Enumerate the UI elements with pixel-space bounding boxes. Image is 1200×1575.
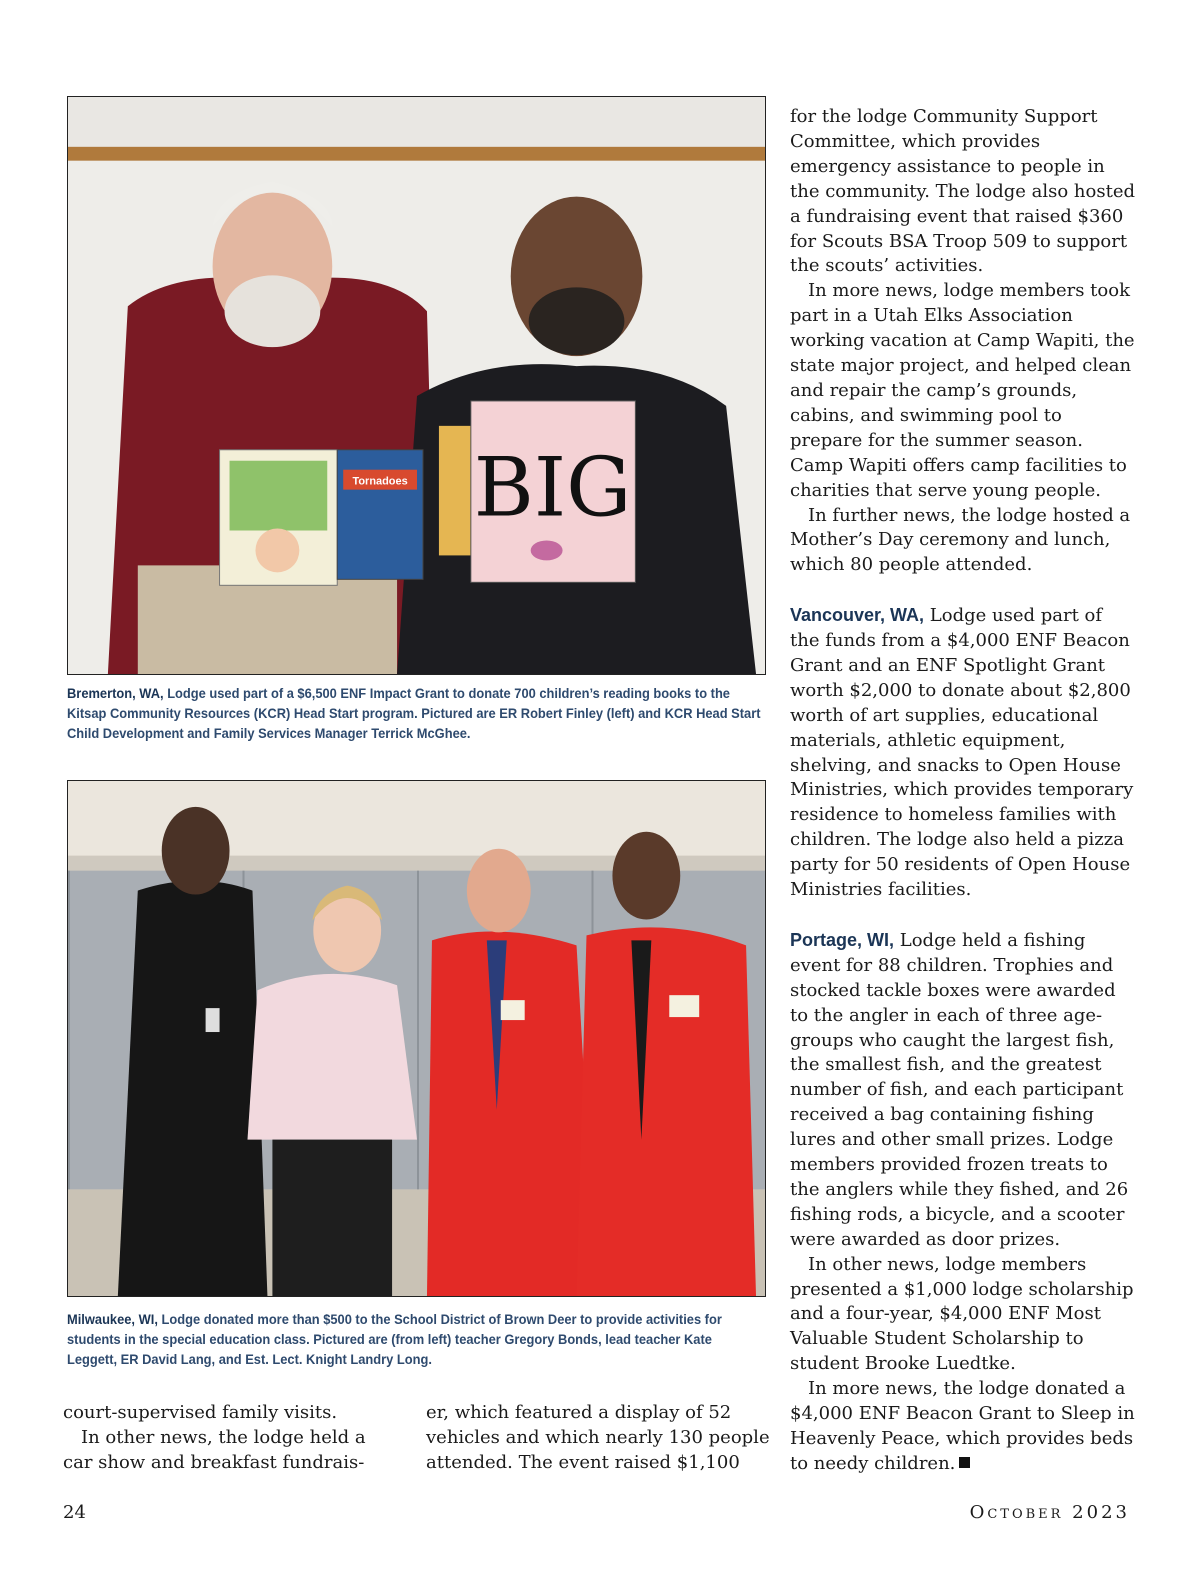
page-number: 24 bbox=[63, 1502, 86, 1523]
left-paragraph-1: court-supervised family visits. bbox=[63, 1402, 338, 1423]
end-of-article-mark bbox=[959, 1457, 970, 1468]
vancouver-paragraph bbox=[790, 603, 1135, 903]
portage-lead: Portage, WI, bbox=[790, 929, 895, 950]
vancouver-text: Lodge used part of the funds from a $4,000 ENF Beacon Grant and an ENF Spotlight Grant worth $2,000 to donate about $2,800 worth of art supplies, educational materials, athletic equipment, shelving, and snacks to Open House Ministries, which provides temporary residence to homeless families with children. The lodge also held a pizza party for 50 residents of Open House Ministries facilities. bbox=[790, 605, 1134, 901]
portage-paragraph-3-text: In more news, the lodge donated a $4,000 ENF Beacon Grant to Sleep in Heavenly Peace, which provides beds to needy children. bbox=[790, 1378, 1135, 1474]
left-paragraph-2: In other news, the lodge held a car show and breakfast fundrais- bbox=[63, 1426, 366, 1473]
book-tornadoes-title: Tornadoes bbox=[352, 475, 408, 488]
caption-bremerton-text: Lodge used part of a $6,500 ENF Impact Grant to donate 700 children’s reading books to the Kitsap Community Resources (KCR) Head Start program. Pictured are ER Robert Finley (left) and KCR Head Start Child Development and Family Services Manager Terrick McGhee. bbox=[67, 685, 761, 741]
caption-milwaukee-lead: Milwaukee, WI, bbox=[67, 1311, 158, 1327]
photo-milwaukee bbox=[67, 780, 766, 1297]
caption-bremerton bbox=[67, 683, 766, 743]
photo-bremerton bbox=[67, 96, 766, 675]
column-right bbox=[790, 105, 1135, 1477]
issue-date: October 2023 bbox=[969, 1502, 1130, 1523]
vancouver-lead: Vancouver, WA, bbox=[790, 605, 925, 626]
photo-bremerton-image bbox=[68, 97, 765, 674]
middle-paragraph-1: er, which featured a display of 52 vehicles and which nearly 130 people attended. The event raised $1,100 bbox=[426, 1402, 770, 1473]
caption-milwaukee bbox=[67, 1309, 748, 1369]
portage-text: Lodge held a fishing event for 88 children. Trophies and stocked tackle boxes were awarded to the angler in each of three age-groups who caught the largest fish, the smallest fish, and the greatest number of fish, and each participant received a bag containing fishing lures and other small prizes. Lodge members provided frozen treats to the anglers while they fished, and 26 fishing rods, a bicycle, and a scooter were awarded as door prizes. bbox=[790, 929, 1129, 1250]
book-big-title: BIG bbox=[473, 440, 632, 536]
column-middle-bottom bbox=[426, 1401, 776, 1476]
portage-paragraph-2: In other news, lodge members presented a $1,000 lodge scholarship and a four-year, $4,000 ENF Most Valuable Student Scholarship to student Brooke Luedtke. bbox=[790, 1253, 1134, 1375]
portage-paragraph bbox=[790, 928, 1135, 1253]
column-left-bottom bbox=[63, 1401, 393, 1476]
right-paragraph-1: for the lodge Community Support Committee, which provides emergency assistance to people in the community. The lodge also hosted a fundraising event that raised $360 for Scouts BSA Troop 509 to support the scouts’ activities. bbox=[790, 106, 1135, 277]
photo-milwaukee-image bbox=[68, 781, 765, 1296]
caption-bremerton-lead: Bremerton, WA, bbox=[67, 685, 164, 701]
caption-milwaukee-text: Lodge donated more than $500 to the School District of Brown Deer to provide activities for students in the special education class. Pictured are (from left) teacher Gregory Bonds, lead teacher Kate Leggett, ER David Lang, and Est. Lect. Knight Landry Long. bbox=[67, 1311, 722, 1367]
portage-paragraph-3 bbox=[790, 1377, 1135, 1477]
right-paragraph-3: In further news, the lodge hosted a Mother’s Day ceremony and lunch, which 80 people attended. bbox=[790, 504, 1131, 576]
right-paragraph-2: In more news, lodge members took part in a Utah Elks Association working vacation at Camp Wapiti, the state major project, and helped clean and repair the camp’s grounds, cabins, and swimming pool to prepare for the summer season. Camp Wapiti offers camp facilities to charities that serve young people. bbox=[790, 280, 1135, 501]
